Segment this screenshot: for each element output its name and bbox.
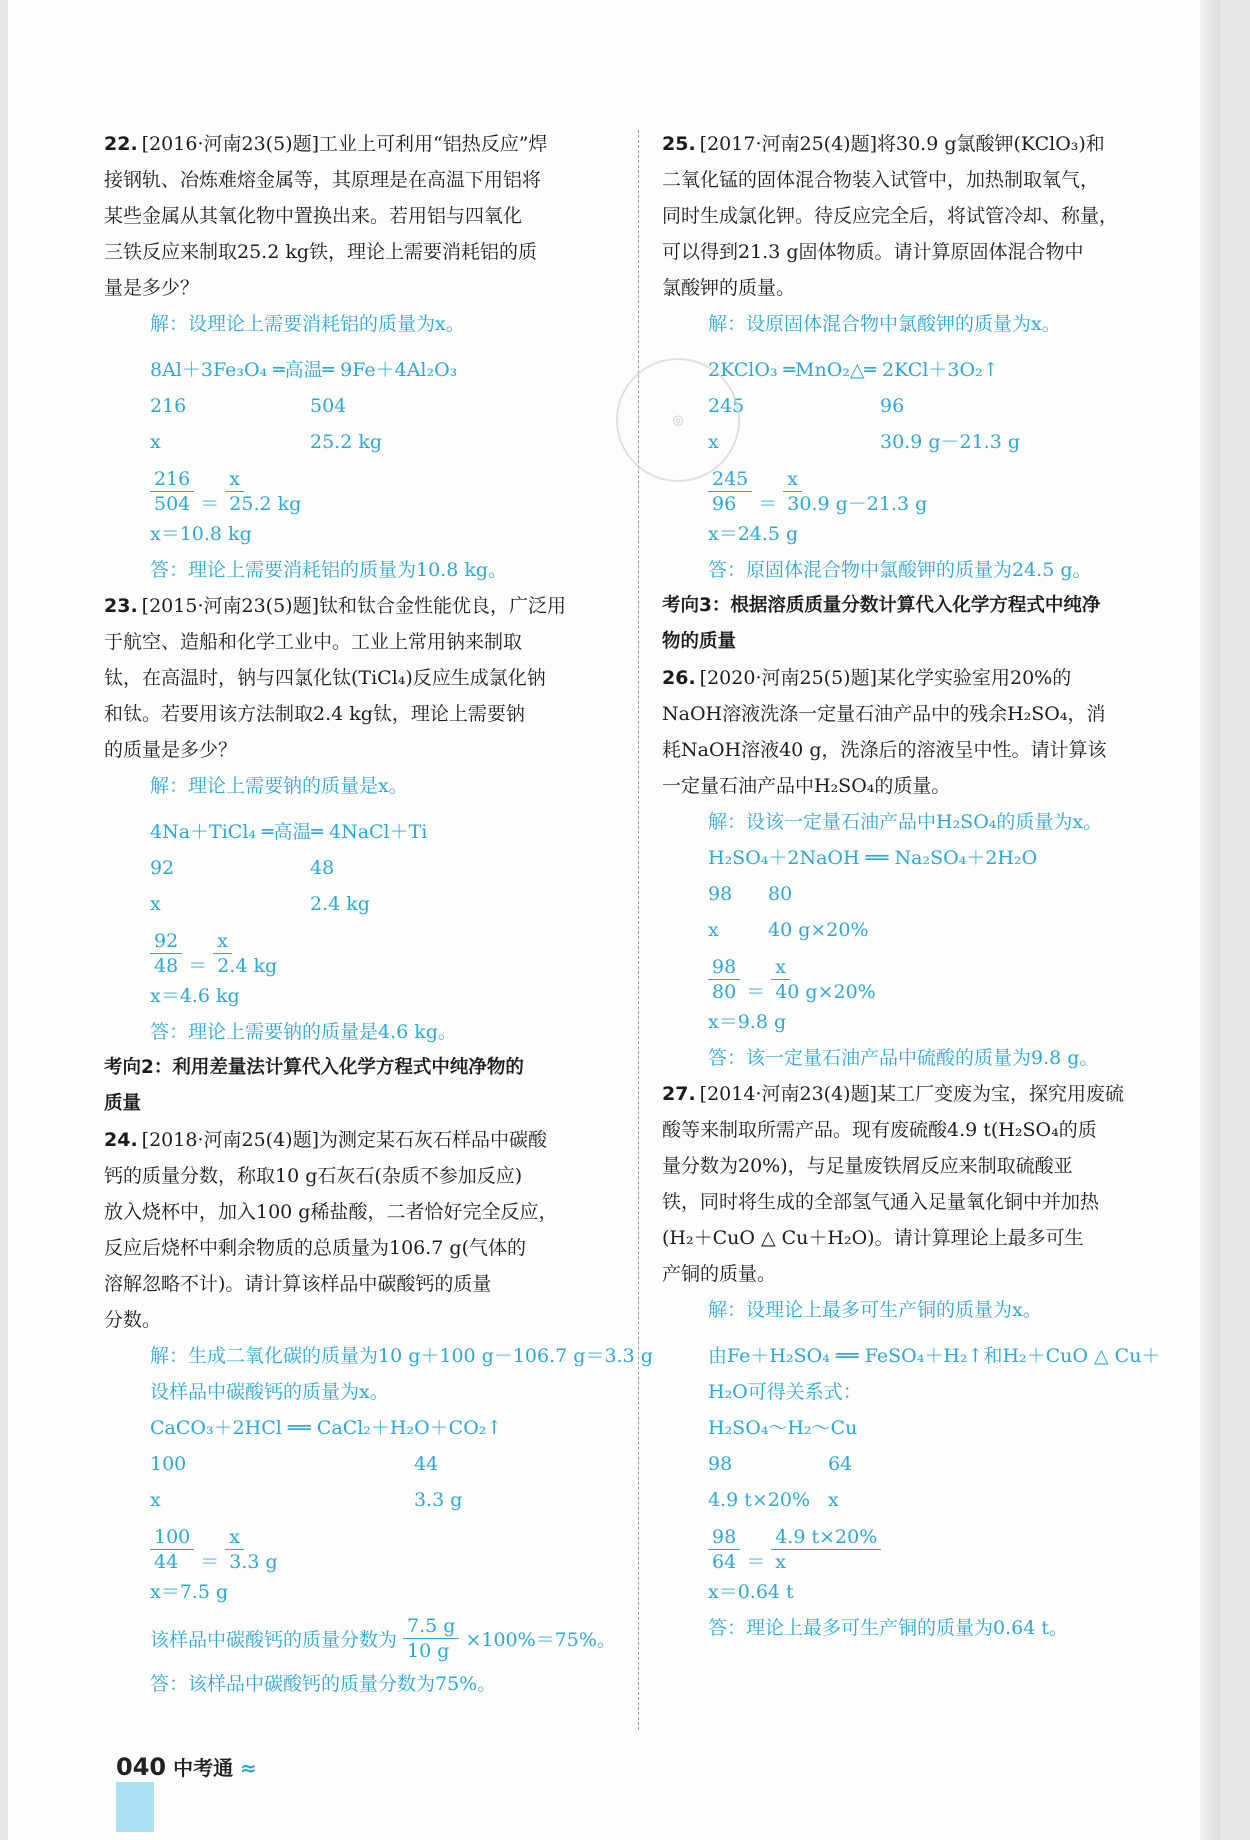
solution-24	[104, 1338, 653, 1702]
question-text: NaOH溶液洗涤一定量石油产品中的残余H₂SO₄，消	[662, 703, 1106, 725]
ratio-row: 98 64	[708, 1453, 853, 1475]
solution-setup: 解：生成二氧化碳的质量为10 g＋100 g－106.7 g＝3.3 g	[150, 1345, 653, 1367]
question-text: 和钛。若要用该方法制取2.4 kg钛，理论上需要钠	[104, 703, 525, 725]
proportion: $\frac{100}{44}$ ＝ $\frac{x}{3.3 g}$	[104, 1518, 624, 1574]
proportion: $\frac{98}{80}$ ＝ $\frac{x}{40 g\times 20\%}$	[662, 948, 1182, 1004]
solution-setup: 设样品中碳酸钙的质量为x。	[150, 1381, 389, 1403]
section-heading-3: 考向3：根据溶质质量分数计算代入化学方程式中纯净 物的质量	[662, 595, 1101, 652]
question-text: 分数。	[104, 1309, 162, 1331]
question-text: [2018·河南25(4)题]为测定某石灰石样品中碳酸	[141, 1129, 547, 1151]
page-fold	[1200, 0, 1220, 1840]
question-25	[662, 126, 1182, 306]
answer: 答：理论上需要消耗铝的质量为10.8 kg。	[150, 559, 508, 581]
question-number: 25.	[662, 133, 696, 155]
corner-tab	[116, 1782, 154, 1832]
question-number: 26.	[662, 667, 696, 689]
question-text: [2015·河南23(5)题]钛和钛合金性能优良，广泛用	[141, 595, 566, 617]
solution-25	[662, 306, 1182, 588]
result: x＝7.5 g	[150, 1581, 229, 1603]
solution-setup: 解：设原固体混合物中氯酸钾的质量为x。	[708, 313, 1061, 335]
left-column	[104, 126, 653, 1702]
question-text: 量分数为20%)，与足量废铁屑反应来制取硫酸亚	[662, 1155, 1073, 1177]
solution-23	[104, 768, 624, 1050]
result: x＝0.64 t	[708, 1581, 794, 1603]
question-text: [2014·河南23(4)题]某工厂变废为宝，探究用废硫	[699, 1083, 1124, 1105]
question-text: [2020·河南25(5)题]某化学实验室用20%的	[699, 667, 1072, 689]
answer: 答：理论上最多可生产铜的质量为0.64 t。	[708, 1617, 1068, 1639]
question-text: 酸等来制取所需产品。现有废硫酸4.9 t(H₂SO₄的质	[662, 1119, 1097, 1141]
ratio-row: x 30.9 g－21.3 g	[708, 431, 1021, 453]
question-24	[104, 1122, 624, 1338]
question-text: 钙的质量分数，称取10 g石灰石(杂质不参加反应)	[104, 1165, 523, 1187]
question-number: 22.	[104, 133, 138, 155]
solution-27	[662, 1292, 1182, 1646]
solution-setup: 解：设该一定量石油产品中H₂SO₄的质量为x。	[708, 811, 1103, 833]
answer: 答：该一定量石油产品中硫酸的质量为9.8 g。	[708, 1047, 1099, 1069]
ratio-row: 100 44	[150, 1453, 439, 1475]
result: x＝4.6 kg	[150, 985, 240, 1007]
chemical-equation: 4Na＋TiCl₄ ═高温═ 4NaCl＋Ti	[150, 821, 428, 843]
solution-setup: 解：设理论上最多可生产铜的质量为x。	[708, 1299, 1042, 1321]
ratio-row: x 25.2 kg	[150, 431, 383, 453]
column-divider	[638, 130, 639, 1730]
question-number: 23.	[104, 595, 138, 617]
question-text: 产铜的质量。	[662, 1263, 777, 1285]
chemical-equation: 由Fe＋H₂SO₄ ══ FeSO₄＋H₂↑和H₂＋CuO △ Cu＋	[708, 1345, 1161, 1367]
solution-22	[104, 306, 624, 588]
solution-26	[662, 804, 1182, 1076]
question-text: 二氧化锰的固体混合物装入试管中，加热制取氧气，	[662, 169, 1100, 191]
result: x＝9.8 g	[708, 1011, 787, 1033]
proportion: $\frac{98}{64}$ ＝ $\frac{4.9 t\times 20\%}{x}$	[662, 1518, 1182, 1574]
solution-setup: 解：设理论上需要消耗铝的质量为x。	[150, 313, 465, 335]
question-text: 某些金属从其氧化物中置换出来。若用铝与四氧化	[104, 205, 523, 227]
question-text: 量是多少？	[104, 277, 200, 299]
question-23	[104, 588, 624, 768]
ratio-row: 4.9 t×20% x	[708, 1489, 839, 1511]
proportion: $\frac{245}{96}$ ＝ $\frac{x}{30.9 g-21.3 g}$	[662, 460, 1182, 516]
question-text: [2017·河南25(4)题]将30.9 g氯酸钾(KClO₃)和	[699, 133, 1105, 155]
question-text: 氯酸钾的质量。	[662, 277, 796, 299]
question-text: [2016·河南23(5)题]工业上可利用“铝热反应”焊	[141, 133, 548, 155]
question-26	[662, 660, 1182, 804]
question-line	[662, 1076, 1182, 1112]
question-text: 放入烧杯中，加入100 g稀盐酸，二者恰好完全反应，	[104, 1201, 558, 1223]
chemical-equation: 8Al＋3Fe₃O₄ ═高温═ 9Fe＋4Al₂O₃	[150, 359, 458, 381]
percentage-calc: 该样品中碳酸钙的质量分数为 $\frac{7.5 g}{10 g}$ ×100%＝75%。	[150, 1614, 616, 1662]
result: x＝10.8 kg	[150, 523, 252, 545]
question-line	[662, 660, 1182, 696]
ratio-row: 245 96	[708, 395, 905, 417]
question-line	[104, 1122, 624, 1158]
question-text: 于航空、造船和化学工业中。工业上常用钠来制取	[104, 631, 523, 653]
result: x＝24.5 g	[708, 523, 799, 545]
stamp-mark: ◎	[604, 346, 751, 493]
question-number: 24.	[104, 1129, 138, 1151]
proportion: $\frac{92}{48}$ ＝ $\frac{x}{2.4 kg}$	[104, 922, 624, 978]
question-27	[662, 1076, 1182, 1292]
question-text: 溶解忽略不计)。请计算该样品中碳酸钙的质量	[104, 1273, 492, 1295]
right-column	[662, 126, 1182, 1646]
ratio-row: 92 48	[150, 857, 335, 879]
page-footer	[116, 1752, 257, 1781]
chemical-equation: CaCO₃＋2HCl ══ CaCl₂＋H₂O＋CO₂↑	[150, 1417, 503, 1439]
question-text: 的质量是多少？	[104, 739, 238, 761]
question-text: 钛，在高温时，钠与四氯化钛(TiCl₄)反应生成氯化钠	[104, 667, 546, 689]
proportion: $\frac{216}{504}$ ＝ $\frac{x}{25.2 kg}$	[104, 460, 624, 516]
question-text: 可以得到21.3 g固体物质。请计算原固体混合物中	[662, 241, 1084, 263]
answer: 答：理论上需要钠的质量是4.6 kg。	[150, 1021, 457, 1043]
question-text: 铁，同时将生成的全部氢气通入足量氧化铜中并加热	[662, 1191, 1100, 1213]
page	[8, 0, 1220, 1840]
question-text: 同时生成氯化钾。待反应完全后，将试管冷却、称量，	[662, 205, 1119, 227]
question-text: (H₂＋CuO △ Cu＋H₂O)。请计算理论上最多可生	[662, 1227, 1084, 1249]
answer: 答：该样品中碳酸钙的质量分数为75%。	[150, 1673, 497, 1695]
ratio-row: x 2.4 kg	[150, 893, 370, 915]
question-line	[662, 126, 1182, 162]
brand-label: 中考通	[173, 1756, 234, 1780]
solution-setup: 解：理论上需要钠的质量是x。	[150, 775, 408, 797]
question-text: 接钢轨、冶炼难熔金属等，其原理是在高温下用铝将	[104, 169, 542, 191]
question-22	[104, 126, 624, 306]
question-text: 三铁反应来制取25.2 kg铁，理论上需要消耗铝的质	[104, 241, 538, 263]
question-line	[104, 126, 624, 162]
page-number: 040	[116, 1753, 167, 1781]
question-text: 耗NaOH溶液40 g，洗涤后的溶液呈中性。请计算该	[662, 739, 1107, 761]
ratio-row: x 3.3 g	[150, 1489, 463, 1511]
question-number: 27.	[662, 1083, 696, 1105]
section-heading-2: 考向2：利用差量法计算代入化学方程式中纯净物的 质量	[104, 1057, 524, 1114]
question-line	[104, 588, 624, 624]
relation: H₂SO₄～H₂～Cu	[708, 1417, 858, 1439]
ratio-row: 216 504	[150, 395, 347, 417]
question-text: 一定量石油产品中H₂SO₄的质量。	[662, 775, 951, 797]
chemical-equation: H₂O可得关系式：	[708, 1381, 862, 1403]
answer: 答：原固体混合物中氯酸钾的质量为24.5 g。	[708, 559, 1092, 581]
ratio-row: x 40 g×20%	[708, 919, 869, 941]
chemical-equation: H₂SO₄＋2NaOH ══ Na₂SO₄＋2H₂O	[708, 847, 1038, 869]
question-text: 反应后烧杯中剩余物质的总质量为106.7 g(气体的	[104, 1237, 527, 1259]
chemical-equation: 2KClO₃ ═MnO₂△═ 2KCl＋3O₂↑	[708, 359, 999, 381]
brand-logo-icon: ≈	[240, 1756, 257, 1780]
ratio-row: 98 80	[708, 883, 793, 905]
